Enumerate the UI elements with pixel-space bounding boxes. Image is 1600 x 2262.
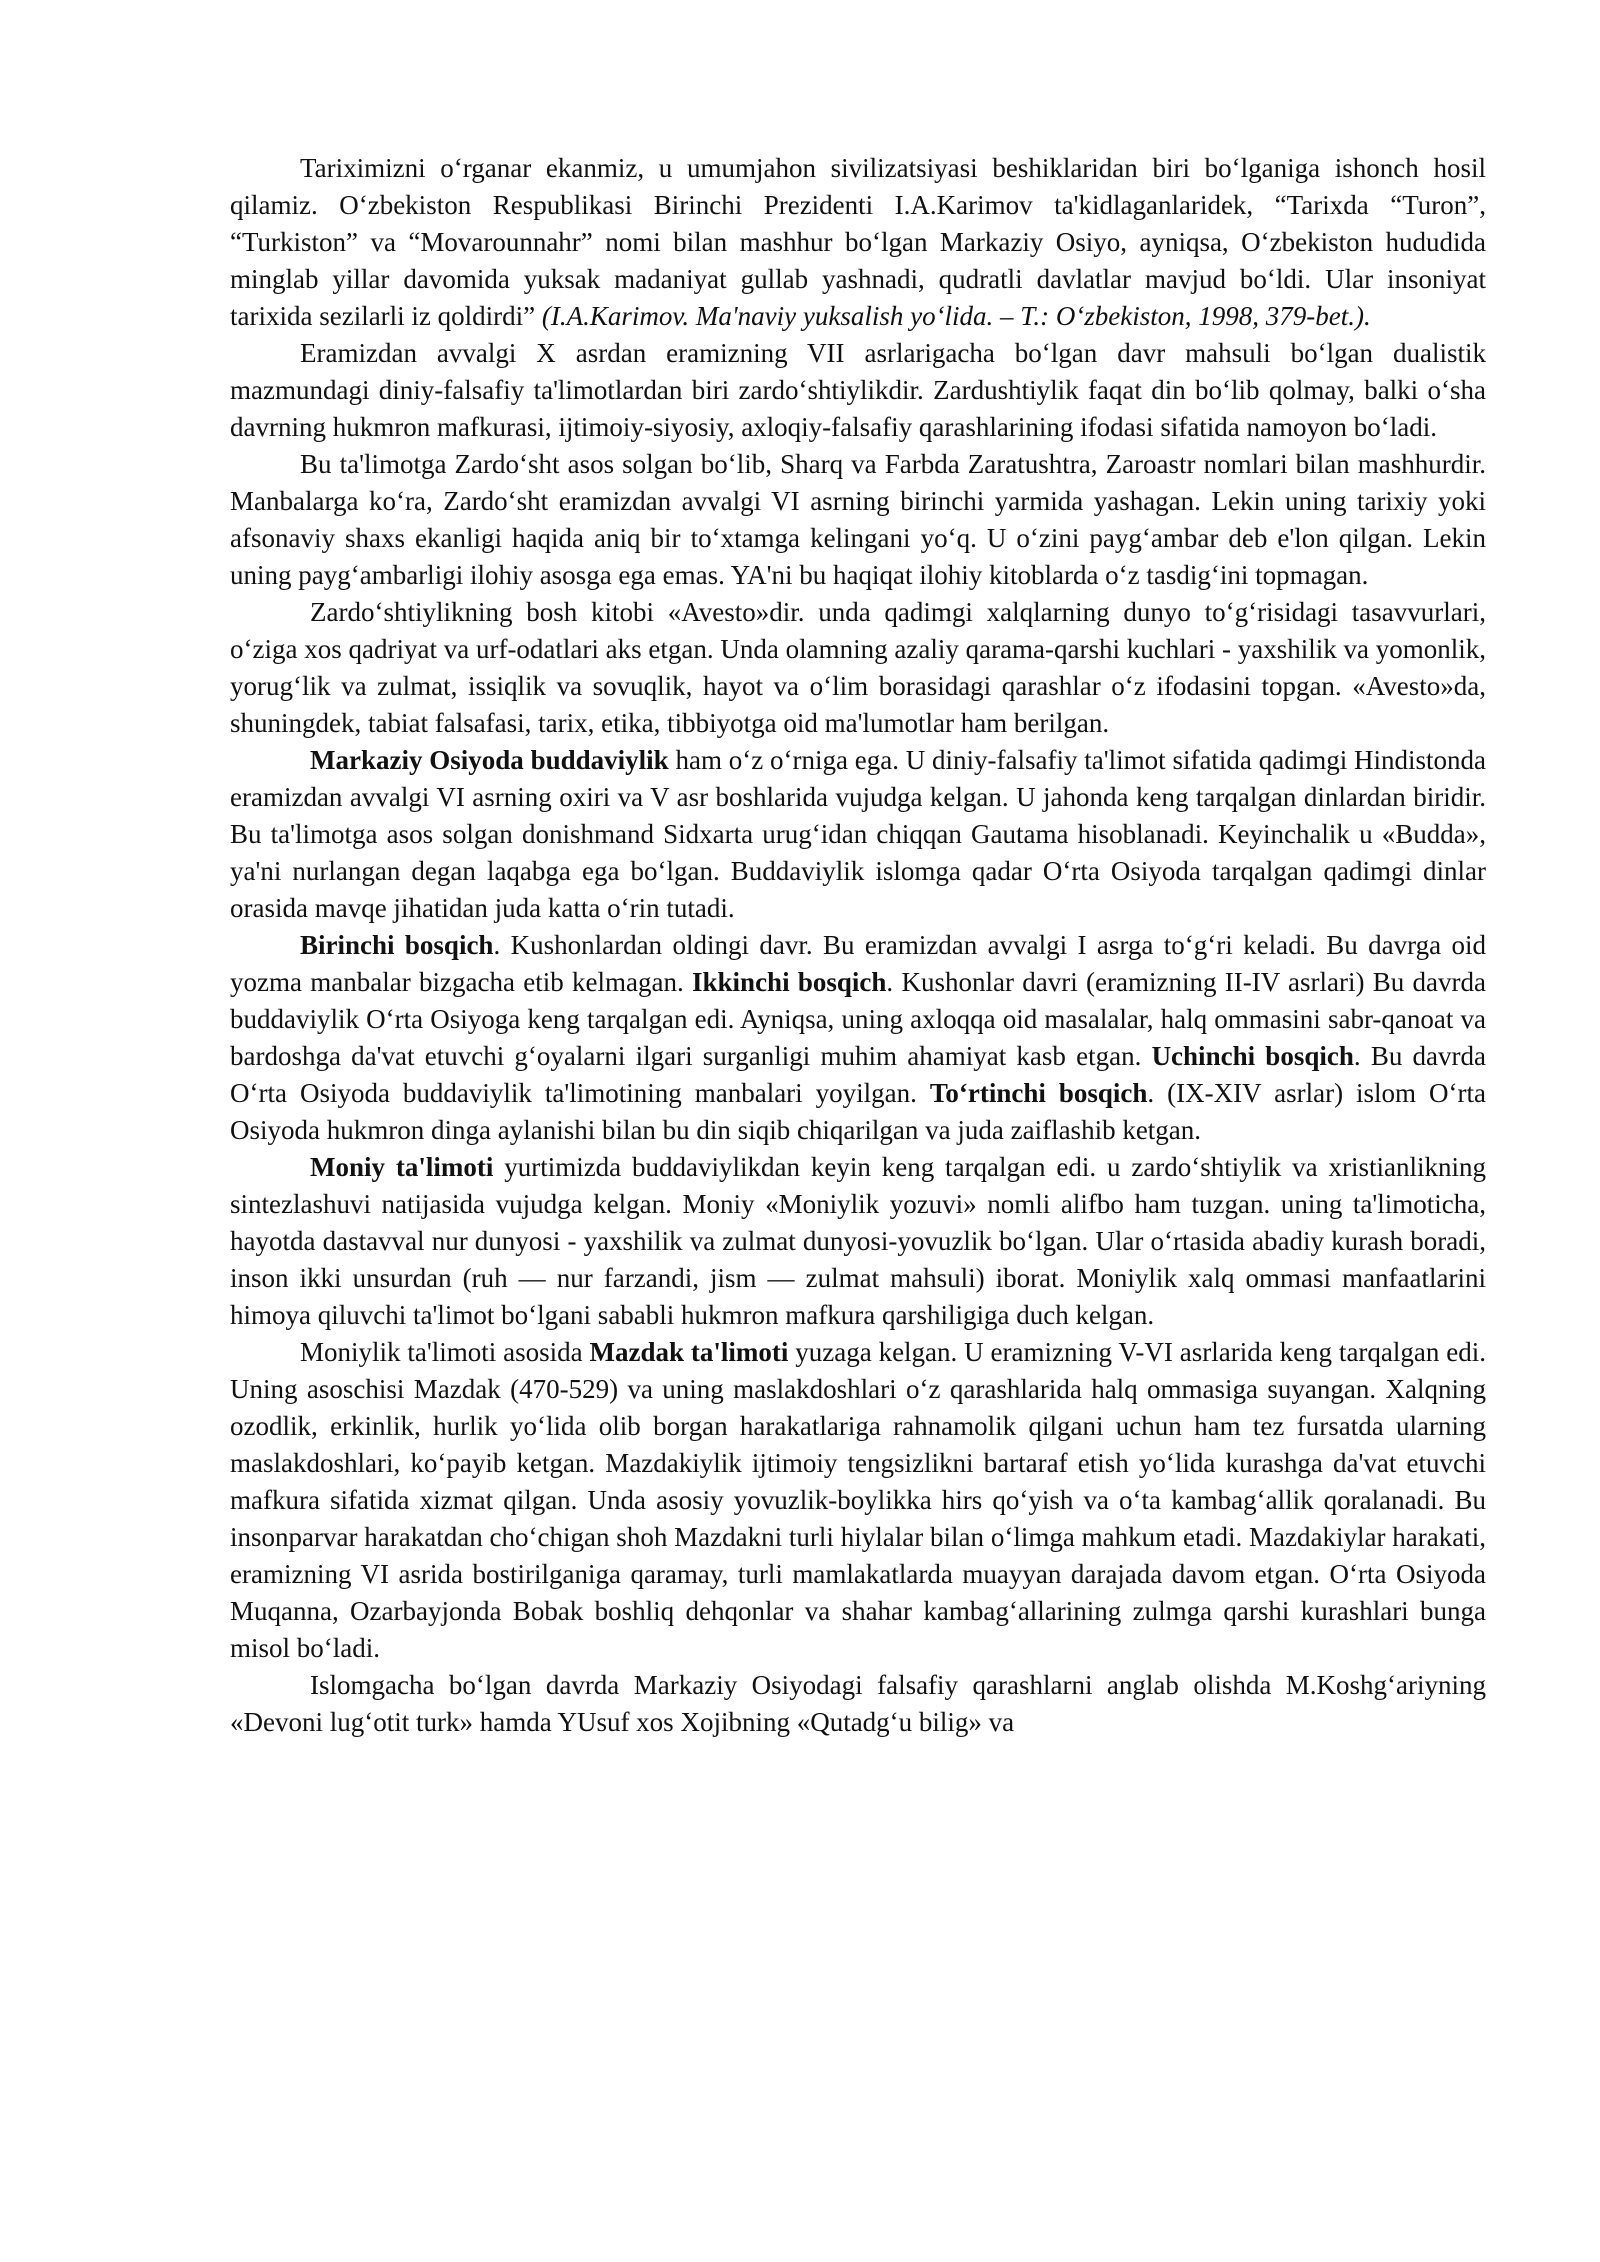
text-segment: Tariximizni o‘rganar ekanmiz, u umumjahon sivilizatsiyasi beshiklaridan biri bo‘lganiga ishonch hosil qilamiz. O‘zbekiston Respublikasi Birinchi Prezidenti I.A.Karimov ta'kidlaganlaridek, “Tarixda “Turon”, “Turkiston” va “Movarounnahr” nomi bilan mashhur bo‘lgan Markaziy Osiyo, ayniqsa, O‘zbekiston hududida minglab yillar davomida yuksak madaniyat gullab yashnadi, qudratli davlatlar mavjud bo‘ldi. Ular insoniyat tarixida sezilarli iz qoldirdi” [230, 153, 1486, 331]
text-segment: Zardo‘shtiylikning bosh kitobi «Avesto»dir. unda qadimgi xalqlarning dunyo to‘g‘risidagi tasavvurlari, o‘ziga xos qadriyat va urf-odatlari aks etgan. Unda olamning azaliy qarama-qarshi kuchlari - yaxshilik va yomonlik, yorug‘lik va zulmat, issiqlik va sovuqlik, hayot va o‘lim borasidagi qarashlar o‘z ifodasini topgan. «Avesto»da, shuningdek, tabiat falsafasi, tarix, etika, tibbiyotga oid ma'lumotlar ham berilgan. [230, 597, 1486, 738]
paragraph [230, 1149, 1486, 1334]
bold-term: Mazdak ta'limoti [589, 1337, 789, 1367]
text-segment: . Kushonlar davri (eramizning II-IV asrlari) Bu davrda buddaviylik O‘rta Osiyoga keng tarqalgan edi. Ayniqsa, uning axloqqa oid masalalar, halq ommasini sabr-qanoat va bardoshga da'vat etuvchi g‘oyalarni ilgari surganligi muhim ahamiyat kasb etgan. [230, 967, 1487, 1071]
text-segment: Moniylik ta'limoti asosida [300, 1337, 590, 1367]
bold-term: Uchinchi bosqich [1151, 1041, 1354, 1071]
paragraph [230, 150, 1486, 335]
text-segment: ham o‘z o‘rniga ega. U diniy-falsafiy ta'limot sifatida qadimgi Hindistonda eramizdan avvalgi VI asrning oxiri va V asr boshlarida vujudga kelgan. U jahonda keng tarqalgan dinlardan biridir. Bu ta'limotga asos solgan donishmand Sidxarta urug‘idan chiqqan Gautama hisoblanadi. Keyinchalik u «Budda», ya'ni nurlangan degan laqabga ega bo‘lgan. Buddaviylik islomga qadar O‘rta Osiyoda tarqalgan qadimgi dinlar orasida mavqe jihatidan juda katta o‘rin tutadi. [230, 745, 1486, 923]
paragraph [230, 1667, 1486, 1741]
text-segment: yuzaga kelgan. U eramizning V-VI asrlarida keng tarqalgan edi. Uning asoschisi Mazdak (470-529) va uning maslakdoshlari o‘z qarashlarida halq ommasiga suyangan. Xalqning ozodlik, erkinlik, hurlik yo‘lida olib borgan harakatlariga rahnamolik qilgani uchun ham tez fursatda ularning maslakdoshlari, ko‘payib ketgan. Mazdakiylik ijtimoiy tengsizlikni bartaraf etish yo‘lida kurashga da'vat etuvchi mafkura sifatida xizmat qilgan. Unda asosiy yovuzlik-boylikka hirs qo‘yish va o‘ta kambag‘allik qoralanadi. Bu insonparvar harakatdan cho‘chigan shoh Mazdakni turli hiylalar bilan o‘limga mahkum etadi. Mazdakiylar harakati, eramizning VI asrida bostirilganiga qaramay, turli mamlakatlarda muayyan darajada davom etgan. O‘rta Osiyoda Muqanna, Ozarbayjonda Bobak boshliq dehqonlar va shahar kambag‘allarining zulmga qarshi kurashlari bunga misol bo‘ladi. [230, 1337, 1486, 1663]
paragraph [230, 335, 1486, 446]
bold-term: Ikkinchi bosqich [692, 967, 887, 997]
bold-term: Birinchi bosqich [300, 930, 494, 960]
bold-term: To‘rtinchi bosqich [929, 1078, 1148, 1108]
text-segment: yurtimizda buddaviylikdan keyin keng tarqalgan edi. u zardo‘shtiylik va xristianlikning sintezlashuvi natijasida vujudga kelgan. Moniy «Moniylik yozuvi» nomli alifbo ham tuzgan. uning ta'limoticha, hayotda dastavval nur dunyosi - yaxshilik va zulmat dunyosi-yovuzlik bo‘lgan. Ular o‘rtasida abadiy kurash boradi, inson ikki unsurdan (ruh — nur farzandi, jism — zulmat mahsuli) iborat. Moniylik xalq ommasi manfaatlarini himoya qiluvchi ta'limot bo‘lgani sababli hukmron mafkura qarshiligiga duch kelgan. [230, 1152, 1486, 1330]
text-segment: . Kushonlardan oldingi davr. Bu eramizdan avvalgi I asrga to‘g‘ri keladi. Bu davrga oid yozma manbalar bizgacha etib kelmagan. [230, 930, 1487, 997]
paragraph [230, 594, 1486, 742]
paragraph [230, 742, 1486, 927]
text-segment: Bu ta'limotga Zardo‘sht asos solgan bo‘lib, Sharq va Farbda Zaratushtra, Zaroastr nomlari bilan mashhurdir. Manbalarga ko‘ra, Zardo‘sht eramizdan avvalgi VI asrning birinchi yarmida yashagan. Lekin uning tarixiy yoki afsonaviy shaxs ekanligi haqida aniq bir to‘xtamga kelingani yo‘q. U o‘zini payg‘ambar deb e'lon qilgan. Lekin uning payg‘ambarligi ilohiy asosga ega emas. YA'ni bu haqiqat ilohiy kitoblarda o‘z tasdig‘ini topmagan. [230, 449, 1486, 590]
document-page [230, 150, 1486, 1741]
text-segment: Eramizdan avvalgi X asrdan eramizning VII asrlarigacha bo‘lgan davr mahsuli bo‘lgan dualistik mazmundagi diniy-falsafiy ta'limotlardan biri zardo‘shtiylikdir. Zardushtiylik faqat din bo‘lib qolmay, balki o‘sha davrning hukmron mafkurasi, ijtimoiy-siyosiy, axloqiy-falsafiy qarashlarining ifodasi sifatida namoyon bo‘ladi. [230, 338, 1486, 442]
text-segment: Islomgacha bo‘lgan davrda Markaziy Osiyodagi falsafiy qarashlarni anglab olishda M.Koshg‘ariyning «Devoni lug‘otit turk» hamda YUsuf xos Xojibning «Qutadg‘u bilig» va [230, 1670, 1486, 1737]
bold-term: Markaziy Osiyoda buddaviylik [310, 745, 669, 775]
bold-term: Moniy ta'limoti [310, 1152, 494, 1182]
text-segment: . (IX-XIV asrlar) islom O‘rta Osiyoda hukmron dinga aylanishi bilan bu din siqib chiqarilgan va juda zaiflashib ketgan. [230, 1078, 1486, 1145]
citation: (I.A.Karimov. Ma'naviy yuksalish yo‘lida. – T.: O‘zbekiston, 1998, 379-bet.). [541, 301, 1371, 331]
text-segment: . Bu davrda O‘rta Osiyoda buddaviylik ta'limotining manbalari yoyilgan. [230, 1041, 1486, 1108]
paragraph [230, 927, 1486, 1149]
paragraph [230, 1334, 1486, 1667]
paragraph [230, 446, 1486, 594]
